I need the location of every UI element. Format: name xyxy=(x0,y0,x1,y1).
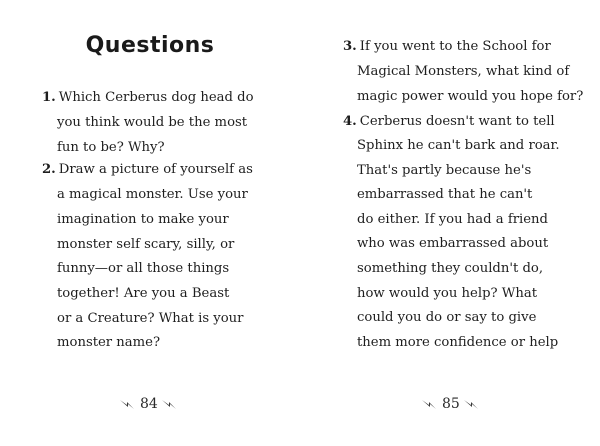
question-2-line-5: funny—or all those things xyxy=(57,261,230,276)
page-number-footer xyxy=(422,396,480,412)
question-4-line-7: something they couldn't do, xyxy=(357,261,544,276)
question-4-line-10: them more confidence or help xyxy=(357,335,559,350)
question-2-line-3: imagination to make your xyxy=(57,212,229,227)
question-4-line-3: That's partly because he's xyxy=(357,163,532,178)
question-4-line-8: how would you help? What xyxy=(357,286,537,301)
page-heading: Questions xyxy=(85,33,215,58)
question-2-line-1: 2. Draw a picture of yourself as xyxy=(42,162,253,177)
question-4-line-6: who was embarrassed about xyxy=(357,236,549,251)
question-4-line-5: do either. If you had a friend xyxy=(357,212,548,227)
question-3-line-1: 3. If you went to the School for xyxy=(343,39,551,54)
lightning-bolt-icon xyxy=(162,398,178,411)
question-2-line-8: monster name? xyxy=(57,335,161,350)
question-2-line-2: a magical monster. Use your xyxy=(57,187,248,202)
question-3-line-3: magic power would you hope for? xyxy=(357,89,584,104)
page-number-footer xyxy=(120,396,178,412)
question-4-line-1: 4. Cerberus doesn't want to tell xyxy=(343,114,555,129)
question-2-line-7: or a Creature? What is your xyxy=(57,311,244,326)
question-4-line-2: Sphinx he can't bark and roar. xyxy=(357,138,560,153)
question-1-number: 1. xyxy=(42,90,56,105)
lightning-bolt-icon xyxy=(422,398,438,411)
right-page xyxy=(300,0,600,446)
question-3-line-2: Magical Monsters, what kind of xyxy=(357,64,570,79)
question-4-number: 4. xyxy=(343,114,357,129)
question-4-line-4: embarrassed that he can't xyxy=(357,187,533,202)
question-1-line-3: fun to be? Why? xyxy=(57,140,165,155)
lightning-bolt-icon xyxy=(120,398,136,411)
question-3-number: 3. xyxy=(343,39,357,54)
page-number: 85 xyxy=(442,396,460,412)
lightning-bolt-icon xyxy=(464,398,480,411)
question-2-line-4: monster self scary, silly, or xyxy=(57,237,235,252)
question-1-line-2: you think would be the most xyxy=(57,115,248,130)
question-1-line-1: 1. Which Cerberus dog head do xyxy=(42,90,254,105)
question-2-line-6: together! Are you a Beast xyxy=(57,286,230,301)
page-number: 84 xyxy=(140,396,158,412)
question-2-number: 2. xyxy=(42,162,56,177)
question-4-line-9: could you do or say to give xyxy=(357,310,537,325)
